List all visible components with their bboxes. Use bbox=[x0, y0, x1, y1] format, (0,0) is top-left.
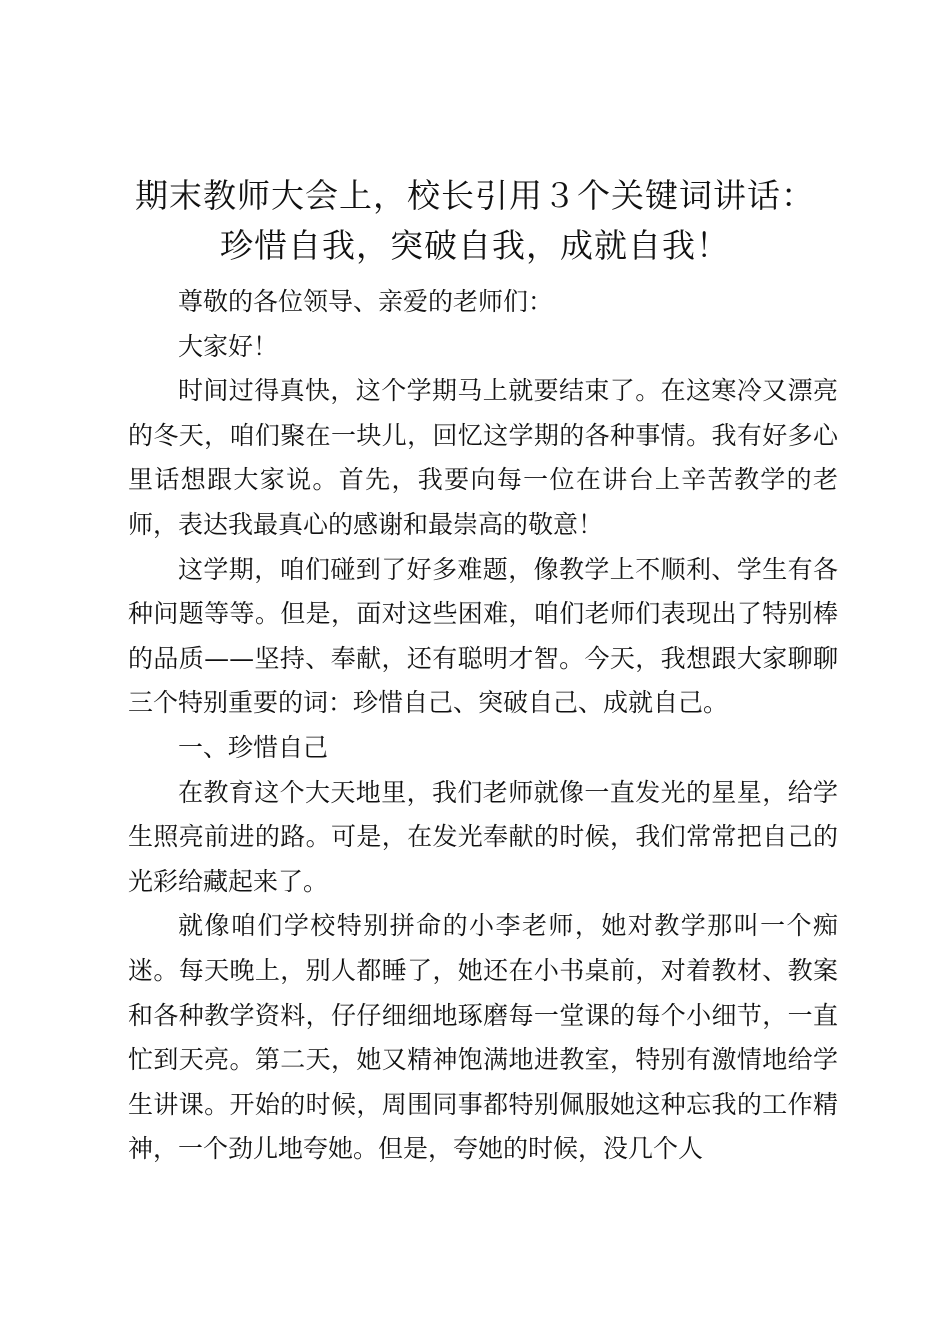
document-title-line-1: 期末教师大会上，校长引用３个关键词讲话： bbox=[135, 176, 815, 215]
salutation: 尊敬的各位领导、亲爱的老师们： bbox=[178, 287, 554, 316]
section-heading: 一、珍惜自己 bbox=[178, 732, 329, 762]
document-body bbox=[128, 280, 838, 1172]
document-title-line-2: 珍惜自我，突破自我，成就自我！ bbox=[220, 226, 730, 265]
body-paragraph: 在教育这个大天地里，我们老师就像一直发光的星星，给学生照亮前进的路。可是，在发光奉献的时候，我们常常把自己的光彩给藏起来了。 bbox=[128, 777, 838, 896]
body-paragraph: 这学期，咱们碰到了好多难题，像教学上不顺利、学生有各种问题等等。但是，面对这些困难，咱们老师们表现出了特别棒的品质——坚持、奉献，还有聪明才智。今天，我想跟大家聊聊三个特别重要的词：珍惜自己、突破自己、成就自己。 bbox=[128, 554, 838, 718]
body-paragraph: 就像咱们学校特别拼命的小李老师，她对教学那叫一个痴迷。每天晚上，别人都睡了，她还在小书桌前，对着教材、教案和各种教学资料，仔仔细细地琢磨每一堂课的每个小细节，一直忙到天亮。第二天，她又精神饱满地进教室，特别有激情地给学生讲课。开始的时候，周围同事都特别佩服她这种忘我的工作精神，一个劲儿地夸她。但是，夸她的时候，没几个人 bbox=[128, 911, 838, 1164]
body-paragraph: 时间过得真快，这个学期马上就要结束了。在这寒冷又漂亮的冬天，咱们聚在一块儿，回忆这学期的各种事情。我有好多心里话想跟大家说。首先，我要向每一位在讲台上辛苦教学的老师，表达我最真心的感谢和最崇高的敬意！ bbox=[128, 376, 838, 539]
greeting: 大家好！ bbox=[178, 331, 279, 361]
